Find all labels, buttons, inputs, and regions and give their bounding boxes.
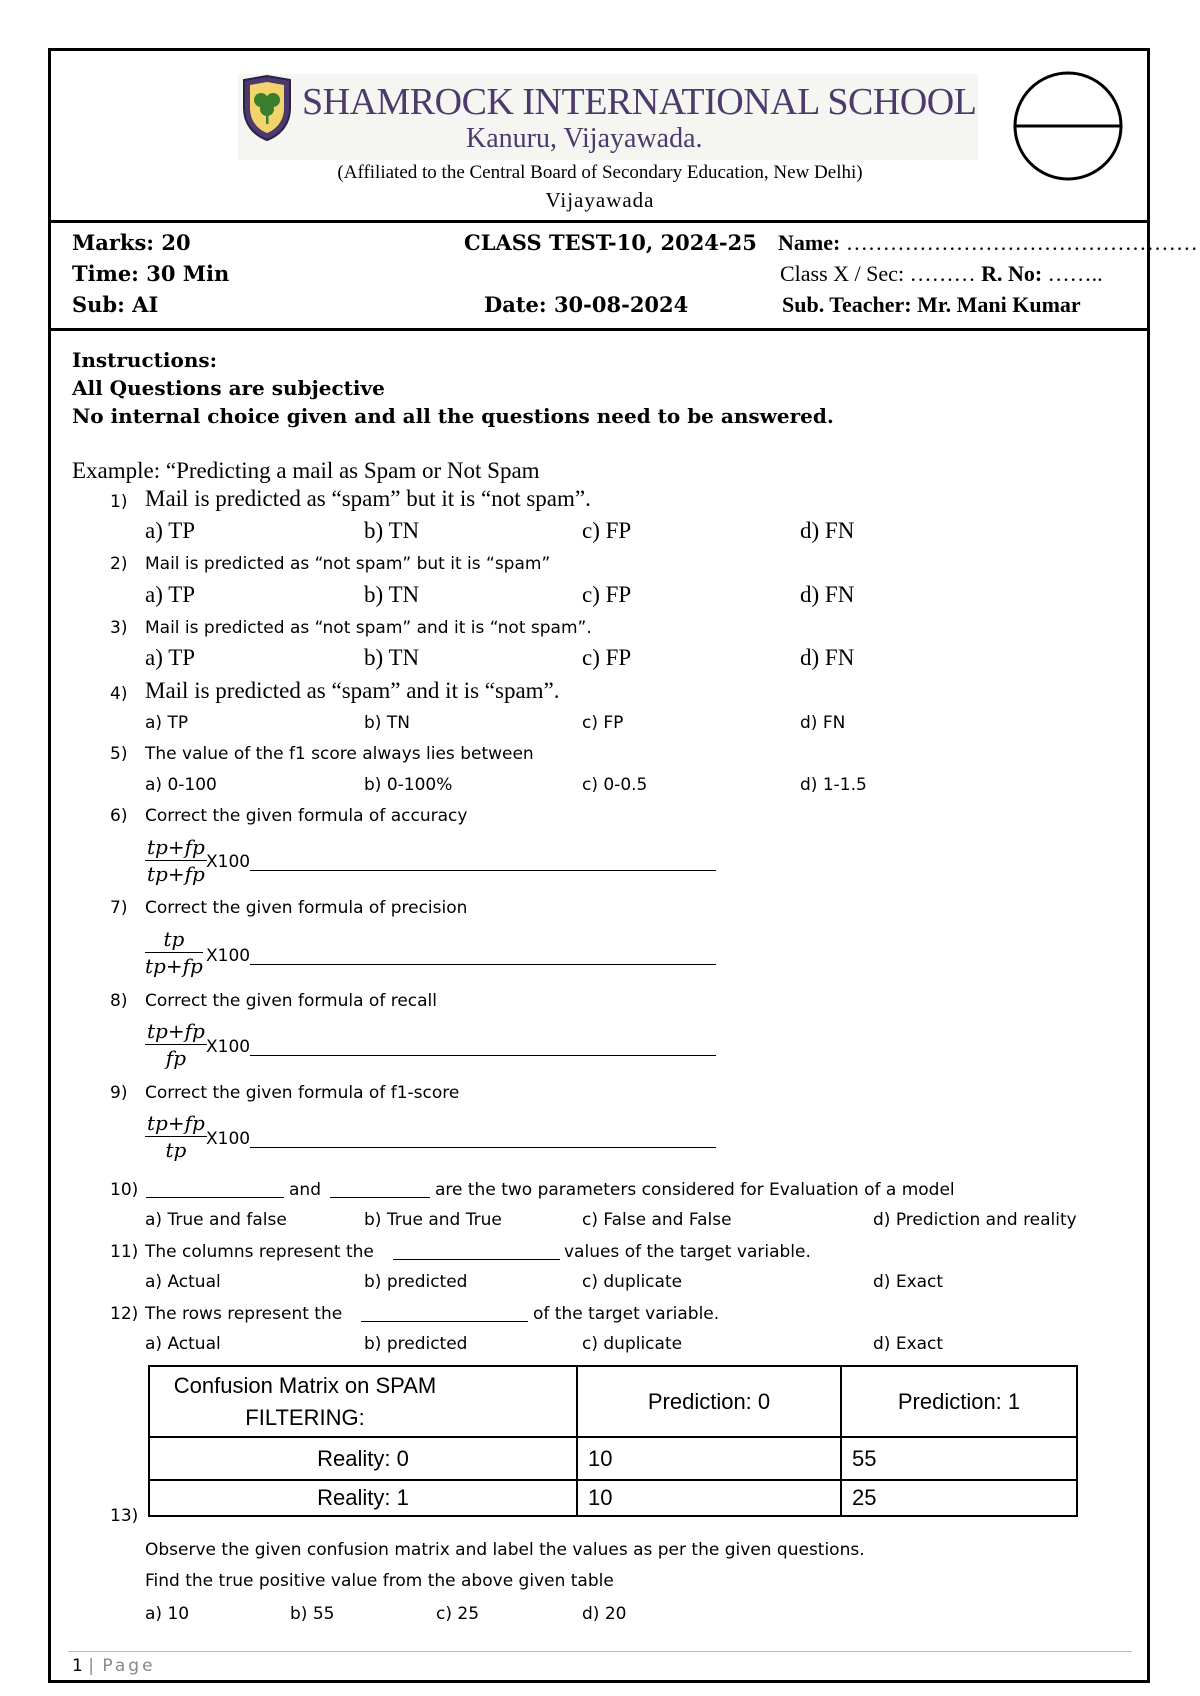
- time-label: Time: 30 Min: [72, 261, 230, 286]
- formula-suffix: X100: [206, 1037, 251, 1057]
- question-text: Find the true positive value from the above given table: [145, 1571, 614, 1591]
- question-text: of the target variable.: [533, 1304, 720, 1324]
- table-cell: 10: [577, 1437, 841, 1480]
- table-title: Confusion Matrix on SPAM FILTERING:: [173, 1372, 437, 1430]
- option-a: a) Actual: [145, 1272, 221, 1292]
- formula-fraction: [145, 926, 203, 979]
- option-c: c) FP: [582, 713, 624, 733]
- question-number: 10): [110, 1180, 139, 1200]
- option-c: c) 25: [436, 1604, 480, 1624]
- instructions-heading: Instructions:: [72, 348, 218, 372]
- formula-fraction: [145, 1018, 207, 1071]
- footer-divider: [68, 1651, 1132, 1652]
- name-dots: …………………………………………: [845, 230, 1198, 255]
- instruction-line: No internal choice given and all the questions need to be answered.: [72, 404, 834, 428]
- fraction-numerator: tp+fp: [147, 1111, 205, 1135]
- question-number: 13): [110, 1506, 139, 1526]
- option-d: d) 20: [582, 1604, 627, 1624]
- example-text: Example: “Predicting a mail as Spam or Not Spam: [72, 458, 540, 483]
- option-a: a) TP: [145, 645, 196, 670]
- name-field: [778, 230, 1198, 256]
- option-c: c) duplicate: [582, 1272, 683, 1292]
- fraction-numerator: tp+fp: [147, 835, 205, 859]
- option-c: c) False and False: [582, 1210, 732, 1230]
- question-number: 1): [110, 492, 128, 512]
- question-text: The columns represent the: [145, 1242, 374, 1262]
- option-a: a) Actual: [145, 1334, 221, 1354]
- question-text: Mail is predicted as “not spam” but it is “spam”: [145, 554, 551, 574]
- answer-blank[interactable]: [361, 1321, 528, 1322]
- option-a: a) 10: [145, 1604, 190, 1624]
- question-text: Observe the given confusion matrix and label the values as per the given questions.: [145, 1540, 865, 1560]
- teacher-label: Sub. Teacher:: [782, 292, 912, 317]
- option-d: d) FN: [800, 582, 855, 607]
- question-text: Correct the given formula of accuracy: [145, 806, 468, 826]
- option-b: b) predicted: [364, 1334, 468, 1354]
- question-number: 2): [110, 554, 128, 574]
- test-title: CLASS TEST-10, 2024-25: [464, 230, 757, 255]
- question-text: The value of the f1 score always lies between: [145, 744, 534, 764]
- school-crest-icon: [240, 74, 294, 142]
- option-a: a) 0-100: [145, 775, 217, 795]
- class-label: Class X / Sec:: [780, 261, 905, 286]
- option-b: b) TN: [364, 582, 420, 607]
- marks-circle-icon: [1012, 70, 1124, 182]
- answer-blank[interactable]: [250, 870, 716, 871]
- option-d: d) Exact: [873, 1334, 944, 1354]
- answer-blank[interactable]: [250, 1055, 716, 1056]
- page-footer: [72, 1656, 156, 1676]
- fraction-numerator: tp+fp: [147, 1019, 205, 1043]
- option-b: b) 55: [290, 1604, 335, 1624]
- question-text: values of the target variable.: [564, 1242, 811, 1262]
- instruction-line: All Questions are subjective: [72, 376, 385, 400]
- table-cell: 25: [841, 1480, 1077, 1516]
- divider: [48, 328, 1150, 331]
- option-a: a) TP: [145, 713, 189, 733]
- fraction-numerator: tp: [145, 926, 203, 953]
- divider: [48, 220, 1150, 223]
- option-b: b) True and True: [364, 1210, 502, 1230]
- subject-label: Sub: AI: [72, 292, 159, 317]
- answer-blank[interactable]: [393, 1259, 560, 1260]
- date-label: Date: 30-08-2024: [484, 292, 689, 317]
- question-text: Mail is predicted as “spam” and it is “spam”.: [145, 678, 560, 703]
- table-header-cell: Prediction: 1: [841, 1366, 1077, 1437]
- question-text: and: [289, 1180, 321, 1200]
- city-text: Vijayawada: [545, 188, 655, 212]
- table-row-label: Reality: 0: [149, 1437, 577, 1480]
- question-text: Mail is predicted as “spam” but it is “not spam”.: [145, 486, 591, 511]
- table-cell: 10: [577, 1480, 841, 1516]
- roll-label: R. No:: [981, 261, 1043, 286]
- formula-suffix: X100: [206, 1129, 251, 1149]
- option-c: c) duplicate: [582, 1334, 683, 1354]
- formula-suffix: X100: [206, 852, 251, 872]
- page-label: Page: [102, 1656, 156, 1676]
- option-c: c) 0-0.5: [582, 775, 648, 795]
- option-d: d) Exact: [873, 1272, 944, 1292]
- fraction-denominator: tp: [165, 1138, 187, 1162]
- formula-fraction: [145, 1110, 207, 1163]
- option-a: a) True and false: [145, 1210, 287, 1230]
- question-number: 6): [110, 806, 128, 826]
- answer-blank[interactable]: [146, 1197, 284, 1198]
- answer-blank[interactable]: [330, 1197, 430, 1198]
- marks-label: Marks: 20: [72, 230, 191, 255]
- option-a: a) TP: [145, 518, 196, 543]
- fraction-denominator: tp+fp: [145, 954, 203, 978]
- table-row: [149, 1437, 1077, 1480]
- question-text: Correct the given formula of recall: [145, 991, 437, 1011]
- question-text: Mail is predicted as “not spam” and it is “not spam”.: [145, 618, 592, 638]
- page-number: 1: [72, 1656, 83, 1676]
- option-c: c) FP: [582, 582, 632, 607]
- option-d: d) FN: [800, 518, 855, 543]
- teacher-name: Mr. Mani Kumar: [917, 292, 1081, 317]
- footer-separator: |: [88, 1656, 97, 1676]
- table-title-cell: [149, 1366, 577, 1437]
- option-c: c) FP: [582, 518, 632, 543]
- question-number: 5): [110, 744, 128, 764]
- class-field: [780, 261, 1103, 287]
- formula-suffix: X100: [206, 946, 251, 966]
- table-header-cell: Prediction: 0: [577, 1366, 841, 1437]
- fraction-denominator: fp: [165, 1046, 187, 1070]
- option-b: b) TN: [364, 713, 410, 733]
- question-text: Correct the given formula of f1-score: [145, 1083, 460, 1103]
- option-d: d) 1-1.5: [800, 775, 867, 795]
- table-row: [149, 1366, 1077, 1437]
- option-a: a) TP: [145, 582, 196, 607]
- teacher-field: [782, 292, 1081, 318]
- table-cell: 55: [841, 1437, 1077, 1480]
- question-text: are the two parameters considered for Evaluation of a model: [435, 1180, 955, 1200]
- option-b: b) TN: [364, 645, 420, 670]
- question-number: 9): [110, 1083, 128, 1103]
- option-b: b) predicted: [364, 1272, 468, 1292]
- school-location: Kanuru, Vijayawada.: [466, 123, 703, 154]
- question-text: Correct the given formula of precision: [145, 898, 468, 918]
- option-b: b) 0-100%: [364, 775, 453, 795]
- question-number: 8): [110, 991, 128, 1011]
- question-number: 11): [110, 1242, 139, 1262]
- question-number: 7): [110, 898, 128, 918]
- question-number: 12): [110, 1304, 139, 1324]
- confusion-matrix-table: [148, 1365, 1078, 1517]
- question-number: 4): [110, 684, 128, 704]
- option-d: d) Prediction and reality: [873, 1210, 1077, 1230]
- question-text: The rows represent the: [145, 1304, 343, 1324]
- answer-blank[interactable]: [250, 964, 716, 965]
- option-d: d) FN: [800, 645, 855, 670]
- table-row: [149, 1480, 1077, 1516]
- question-number: 3): [110, 618, 128, 638]
- formula-fraction: [145, 834, 207, 887]
- affiliation-text: (Affiliated to the Central Board of Secondary Education, New Delhi): [337, 162, 863, 183]
- option-b: b) TN: [364, 518, 420, 543]
- answer-blank[interactable]: [250, 1147, 716, 1148]
- option-c: c) FP: [582, 645, 632, 670]
- name-label: Name:: [778, 230, 841, 255]
- option-d: d) FN: [800, 713, 846, 733]
- roll-dots: ……..: [1047, 261, 1103, 286]
- fraction-denominator: tp+fp: [147, 862, 205, 886]
- sec-dots: ………: [909, 261, 976, 286]
- school-name: SHAMROCK INTERNATIONAL SCHOOL: [302, 81, 977, 123]
- table-row-label: Reality: 1: [149, 1480, 577, 1516]
